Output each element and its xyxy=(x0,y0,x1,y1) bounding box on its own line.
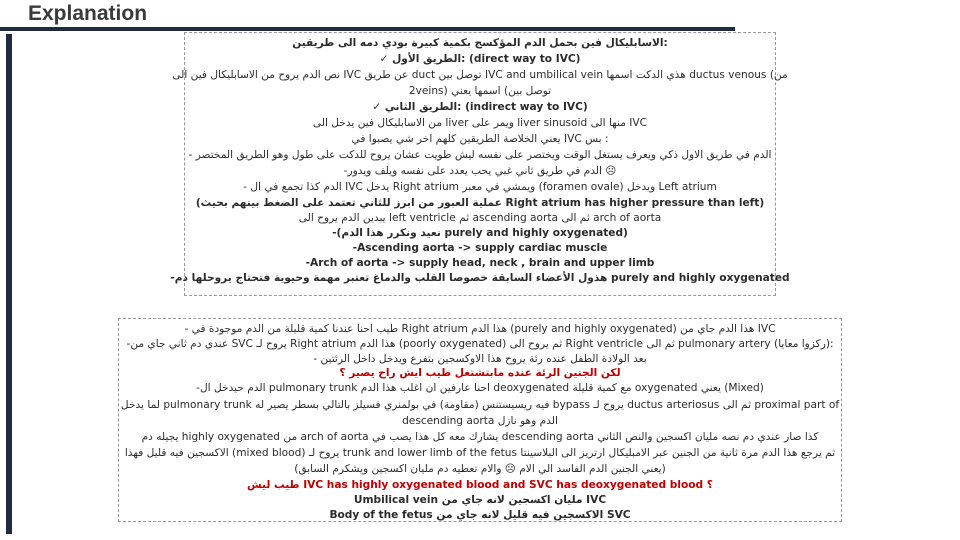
box2-line-1: - طيب احنا عندنا كمية قليلة من الدم موجودة في Right atrium هذا الدم (purely and highly oxygenated) هذا الدم جاي من IVC xyxy=(184,323,776,335)
box2-line-8: يجيله دم highly oxygenated من arch of aorta يشارك معه كل هذا يصب في descending aorta كذا صار عندي دم نصه مليان اكسجين والنص الثاني xyxy=(141,431,819,443)
title-underline xyxy=(0,27,735,31)
box1-line-16: -هذول الأعضاء السابقة خصوصا القلب والدماغ تعتبر مهمة وحيوية فتحتاج يروحلها دم purely and highly oxygenated xyxy=(170,272,790,284)
box1-line-6: من الاسابليكال فين يدخل الى liver ويمر على liver sinusoid منها الى IVC xyxy=(312,117,648,129)
box1-line-8: - الدم في طريق الاول ذكي ويعرف يستغل الوقت ويختصر على نفسه ليش طويت عشان يروح للدكت على طول وهو الطريق المختصر xyxy=(188,149,772,161)
box1-line-15: -Arch of aorta -> supply head, neck , brain and upper limb xyxy=(305,257,655,269)
box2-line-4: لكن الجنين الرئة عنده مابتشتغل طيب ايش راح يصير ؟ xyxy=(339,367,621,379)
box2-line-11: طيب ليش IVC has highly oxygenated blood and SVC has deoxygenated blood ؟ xyxy=(247,479,713,491)
box1-line-12: يبدين الدم يروح الى left ventricle ثم ascending aorta ثم الى arch of aorta xyxy=(298,212,662,224)
left-accent-rule xyxy=(6,34,12,534)
box1-line-14: -Ascending aorta -> supply cardiac muscle xyxy=(352,242,608,254)
box2-line-3: - بعد الولادة الطفل عنده رئة يروح هذا الاوكسجين بتفرع ويدخل داخل الرئتين xyxy=(313,353,647,365)
box2-line-7: descending aorta الدم وهو نازل xyxy=(402,415,558,427)
box2-line-5: -الدم حيدخل ال pulmonary trunk احنا عارفين ان اغلب هذا الدم deoxygenated مع كمية قليلة oxygenated يعني (Mixed) xyxy=(196,382,764,394)
box1-line-5: ✓ الطريق الثاني: (indirect way to IVC) xyxy=(372,101,588,113)
box1-line-1: الاسابليكال فين بحمل الدم المؤكسج بكمية كبيرة بودي دمه الى طريقين: xyxy=(292,37,668,49)
box2-line-13: Body of the fetus الاكسجين فيه قليل لانه جاي من SVC xyxy=(329,509,631,521)
box1-line-13: -(نعيد ونكرر هذا الدم purely and highly oxygenated) xyxy=(332,227,628,239)
box1-line-10: - الدم كذا تجمع في ال IVC يدخل Right atrium ويمشي في معبر (foramen ovale) ويدخل Left atrium xyxy=(243,181,717,193)
box2-line-10: (يعني الجنين الدم الفاسد الي الام ☹ والام تعطيه دم مليان اكسجين ويشكرم السابق) xyxy=(294,463,666,475)
box1-line-3: نص الدم يروح من الاسابليكال فين الى IVC عن طريق duct توصل بين IVC and umbilical vein هذي الدكت اسمها ductus venous (من xyxy=(172,69,788,81)
box2-line-12: Umbilical vein مليان اكسجين لانه جاي من IVC xyxy=(353,494,607,506)
box1-line-9: -الدم في طريق ثاني غبي يحب يعدد على نفسه ويلف ويدور ☹ xyxy=(343,165,617,177)
box2-line-9: الاكسجين فيه قليل فهذا (mixed blood) يروح لـ trunk and lower limb of the fetus ثم يرجع هذا الدم مرة ثانية من الجنين عبر الامبليكال ارتريز الى البلاسينتا xyxy=(124,447,836,459)
slide-title: Explanation xyxy=(28,2,148,25)
box1-line-2: ✓ الطريق الأول: (direct way to IVC) xyxy=(379,53,581,65)
box1-line-4: 2veins) توصل بين) اسمها يعني xyxy=(408,85,552,97)
box1-line-11: (عملية العبور من ابرز للثاني تعتمد على الضغط بينهم بحيث Right atrium has higher pressure than left) xyxy=(195,197,765,209)
box1-line-7: يعني الخلاصة الطريقين كلهم اخر شي يصبوا في IVC بس : xyxy=(351,133,609,145)
box2-line-6: لما يدخل pulmonary trunk فيه ريسيستنس (مقاومة) في بولمنري فسيلز بالتالي بسطر يصير له bypass يروح لـ ductus arteriosus ثم الى proximal part of xyxy=(120,399,840,411)
box2-line-2: -عندي دم ثاني جاي من SVC يروح لـ Right atrium هذا الدم (poorly oxygenated) ثم يروح الى Right ventricle ثم الى pulmonary artery (ركزوا معايا): xyxy=(126,338,834,350)
